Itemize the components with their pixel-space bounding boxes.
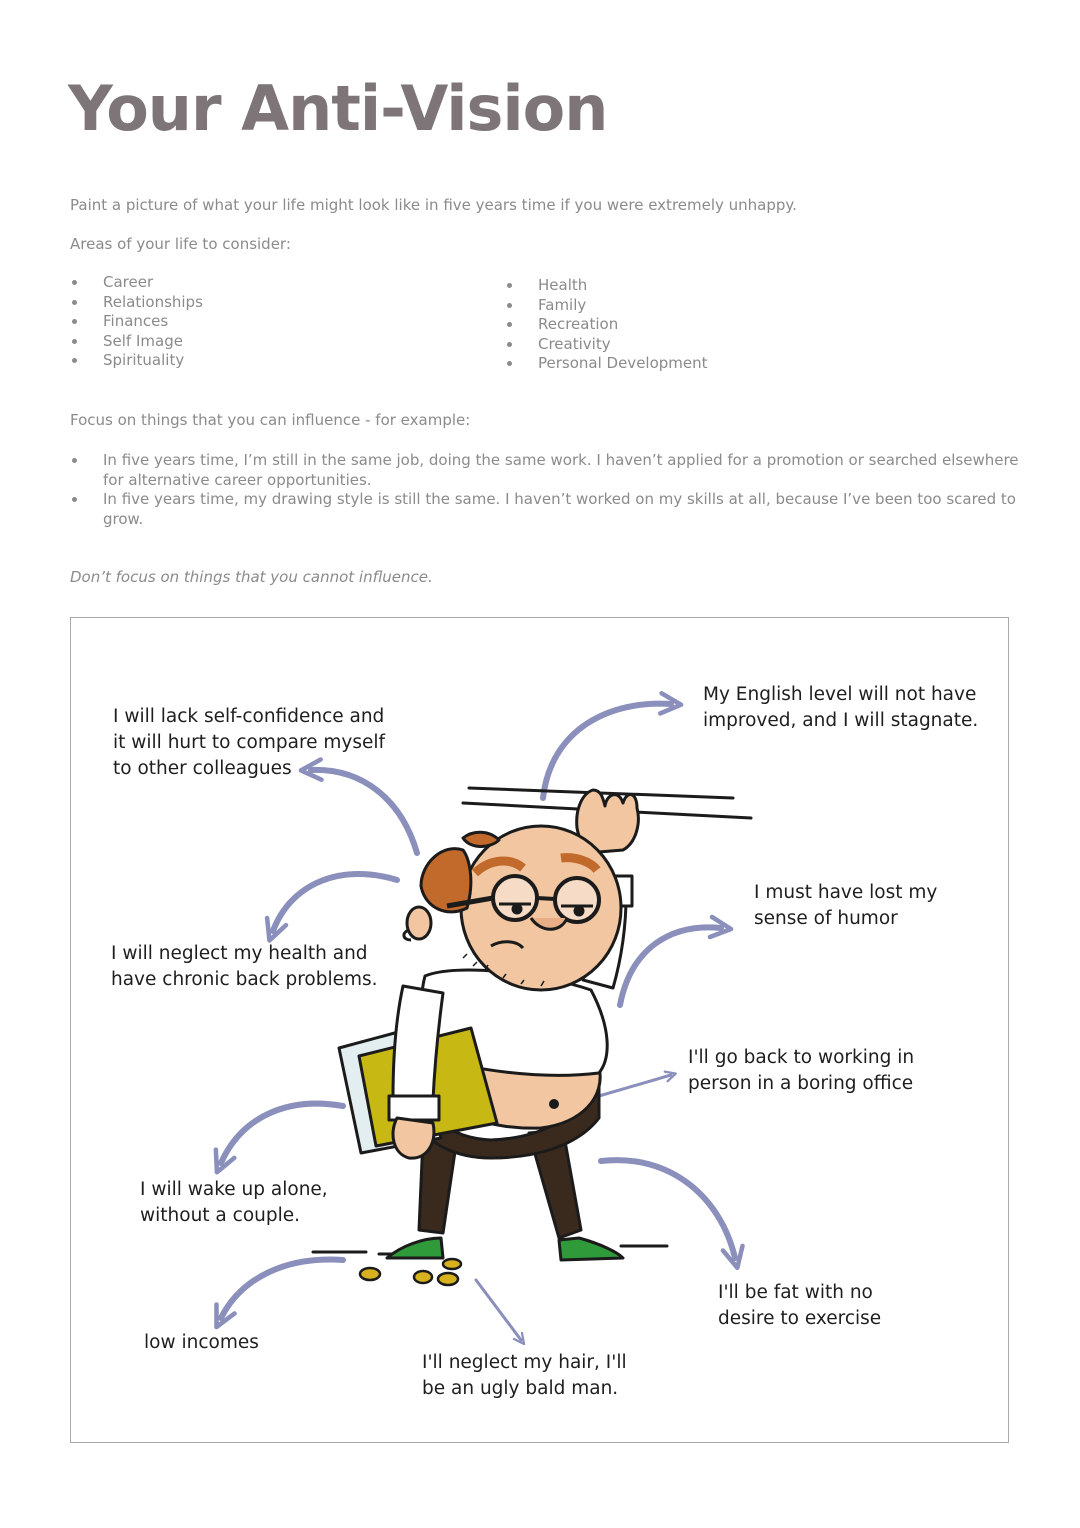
- note-fat: I'll be fat with no desire to exercise: [718, 1282, 882, 1329]
- list-item: Family: [505, 296, 708, 316]
- arrow-fat: [601, 1160, 735, 1258]
- example-item: In five years time, I’m still in the same job, doing the same work. I haven’t applied for a promotion or searched elsewhere for alternative career opportunities.: [70, 451, 1020, 490]
- focus-heading: Focus on things that you can influence - for example:: [70, 411, 471, 429]
- arrow-hair: [476, 1280, 521, 1340]
- arrow-self-confidence: [311, 770, 417, 853]
- list-item: Spirituality: [70, 351, 203, 371]
- arrow-health: [273, 874, 397, 931]
- list-item: Recreation: [505, 315, 708, 335]
- note-english: My English level will not have improved, and I will stagnate.: [703, 684, 979, 731]
- coins-icon: [360, 1259, 461, 1285]
- examples-list: [70, 451, 1020, 529]
- list-item: Self Image: [70, 332, 203, 352]
- list-item: Career: [70, 273, 203, 293]
- note-incomes: low incomes: [144, 1332, 259, 1353]
- areas-list-left: [70, 273, 203, 371]
- list-item: Personal Development: [505, 354, 708, 374]
- arrow-incomes: [221, 1260, 343, 1318]
- page-title: Your Anti-Vision: [68, 72, 608, 145]
- arrow-english: [543, 704, 671, 798]
- example-item: In five years time, my drawing style is still the same. I haven’t worked on my skills at all, because I’ve been too scared to grow.: [70, 490, 1020, 529]
- unhappy-man-figure: [339, 790, 638, 1260]
- list-item: Relationships: [70, 293, 203, 313]
- arrow-humor: [620, 927, 721, 1005]
- areas-heading: Areas of your life to consider:: [70, 235, 291, 253]
- note-alone: I will wake up alone, without a couple.: [140, 1179, 328, 1226]
- note-hair: I'll neglect my hair, I'll be an ugly bald man.: [422, 1352, 627, 1399]
- list-item: Finances: [70, 312, 203, 332]
- arrow-alone: [221, 1104, 343, 1163]
- intro-text: Paint a picture of what your life might look like in five years time if you were extremely unhappy.: [70, 196, 797, 214]
- areas-list-right: [505, 276, 708, 374]
- dont-focus-note: Don’t focus on things that you cannot influence.: [70, 568, 433, 586]
- note-self-confidence: I will lack self-confidence and it will hurt to compare myself to other colleagues: [113, 706, 386, 779]
- anti-vision-illustration-frame: [70, 617, 1009, 1443]
- note-humor: I must have lost my sense of humor: [754, 882, 938, 929]
- note-office: I'll go back to working in person in a boring office: [688, 1047, 915, 1094]
- note-health: I will neglect my health and have chronic back problems.: [111, 943, 378, 990]
- list-item: Health: [505, 276, 708, 296]
- list-item: Creativity: [505, 335, 708, 355]
- arrow-office: [599, 1075, 671, 1096]
